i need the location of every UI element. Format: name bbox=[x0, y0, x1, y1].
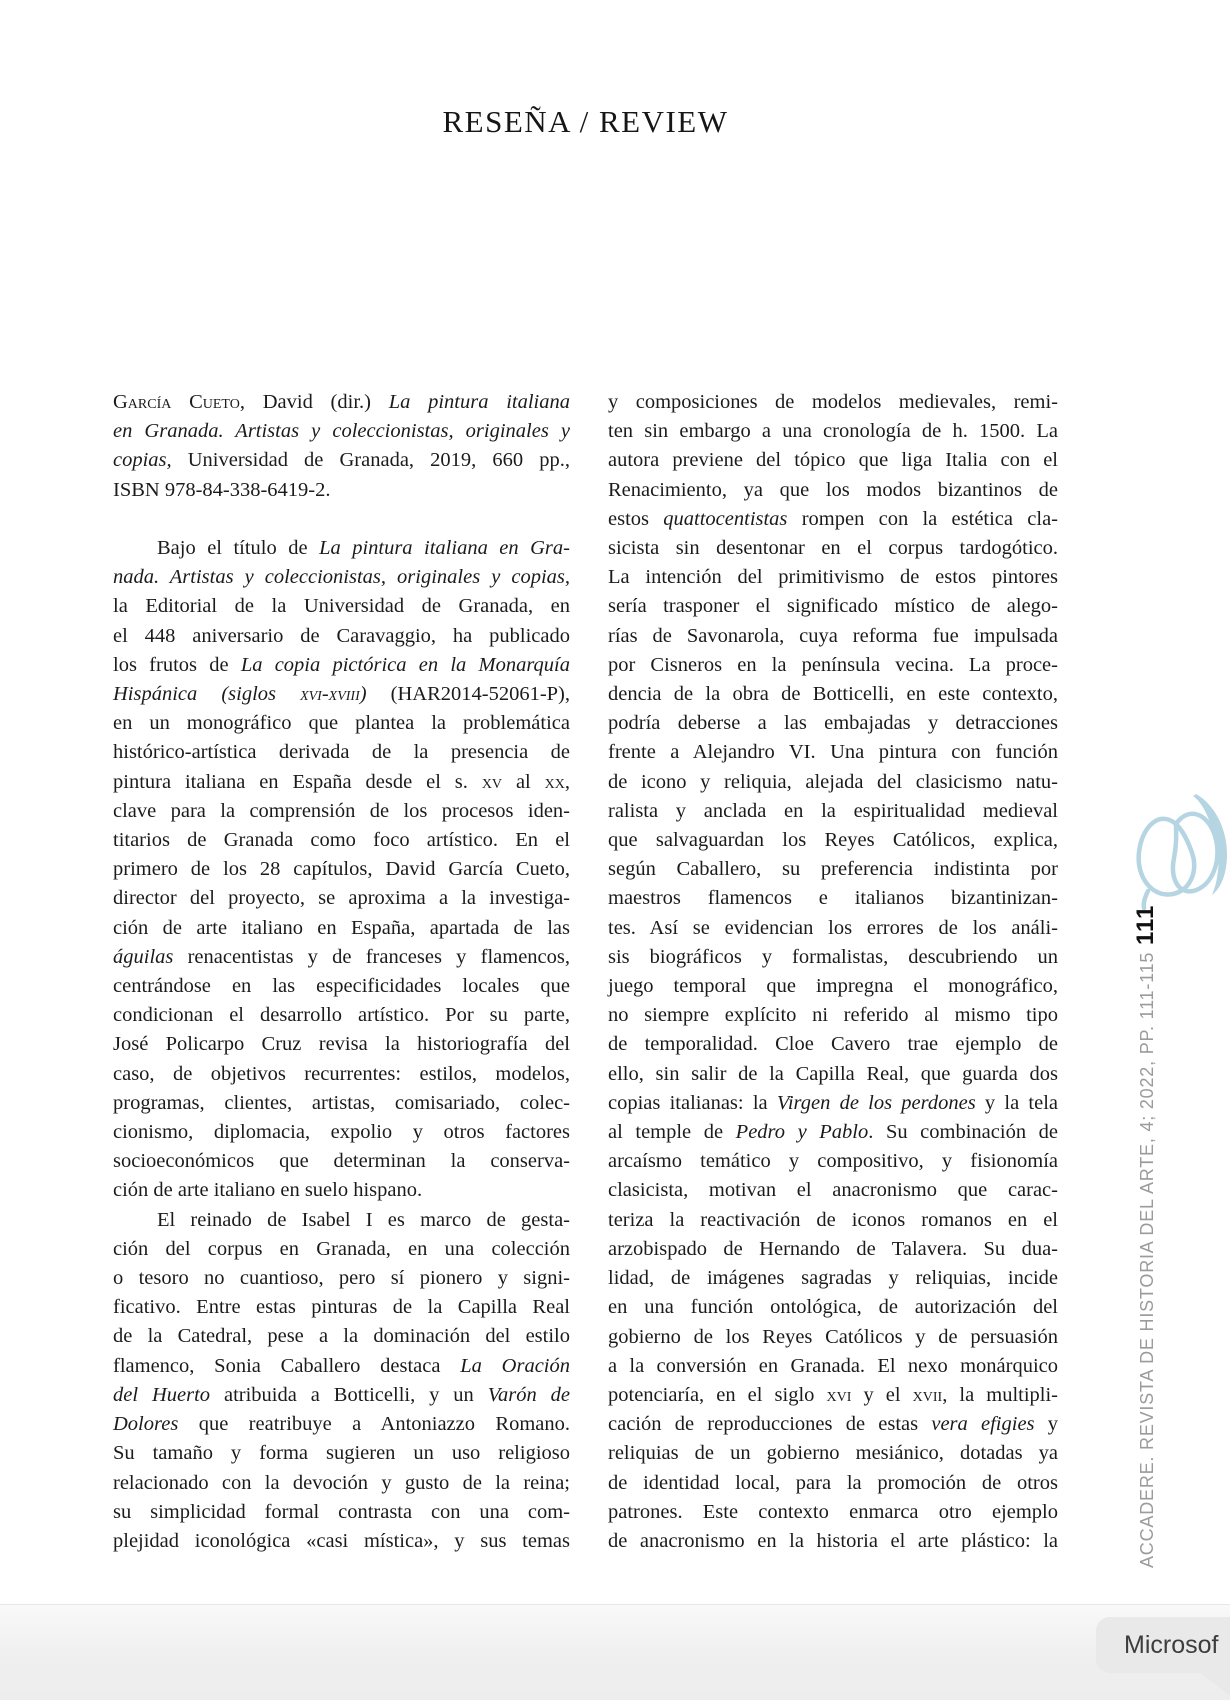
journal-sidebar-text: ACCADERE. REVISTA DE HISTORIA DEL ARTE, 4; 2022, PP. 111-115 bbox=[1137, 951, 1157, 1568]
text-line: histórico-artística derivada de la presencia de bbox=[113, 741, 570, 764]
text-line: Dolores que reatribuye a Antoniazzo Romano. bbox=[113, 1413, 570, 1436]
text-line: Bajo el título de La pintura italiana en Gra- bbox=[157, 537, 570, 559]
text-line: flamenco, Sonia Caballero destaca La Oración bbox=[113, 1354, 570, 1377]
text-line: ción del corpus en Granada, en una colección bbox=[113, 1237, 570, 1260]
text-line: García Cueto, David (dir.) La pintura italiana bbox=[113, 391, 570, 413]
text-line: podría deberse a las embajadas y detracciones bbox=[608, 712, 1058, 735]
text-line: Su tamaño y forma sugieren un uso religioso bbox=[113, 1442, 570, 1465]
text-line: el 448 aniversario de Caravaggio, ha publicado bbox=[113, 624, 570, 647]
text-line: ISBN 978-84-338-6419-2. bbox=[113, 478, 331, 501]
text-line: que salvaguardan los Reyes Católicos, explica, bbox=[608, 829, 1058, 852]
text-line: de temporalidad. Cloe Cavero trae ejemplo de bbox=[608, 1033, 1058, 1056]
text-line: no siempre explícito ni referido al mismo tipo bbox=[608, 1004, 1058, 1027]
text-line: Hispánica (siglos xvi-xviii) (HAR2014-52061-P), bbox=[113, 683, 570, 706]
text-line: frente a Alejandro VI. Una pintura con función bbox=[608, 741, 1058, 764]
text-line: cación de reproducciones de estas vera efigies y bbox=[608, 1413, 1058, 1436]
text-line: gobierno de los Reyes Católicos y de persuasión bbox=[608, 1325, 1058, 1348]
text-line: según Caballero, su preferencia indistinta por bbox=[608, 858, 1058, 881]
text-line: reliquias de un gobierno mesiánico, dotadas ya bbox=[608, 1442, 1058, 1465]
app-tooltip bbox=[1096, 1617, 1230, 1673]
paragraph bbox=[113, 1206, 570, 1556]
text-line: director del proyecto, se aproxima a la investiga- bbox=[113, 887, 570, 910]
text-line: titarios de Granada como foco artístico. En el bbox=[113, 829, 570, 852]
text-line: y composiciones de modelos medievales, remi- bbox=[608, 391, 1058, 413]
paragraph bbox=[113, 388, 570, 505]
app-tooltip-label: Microsof bbox=[1124, 1631, 1219, 1659]
text-line: pintura italiana en España desde el s. xv al xx, bbox=[113, 770, 570, 793]
text-line: autora previene del tópico que liga Italia con el bbox=[608, 449, 1058, 472]
text-line: ello, sin salir de la Capilla Real, que guarda dos bbox=[608, 1062, 1058, 1085]
text-line: clave para la comprensión de los procesos iden- bbox=[113, 799, 570, 822]
text-line: la Editorial de la Universidad de Granada, en bbox=[113, 595, 570, 618]
page-number: 111 bbox=[1132, 904, 1159, 945]
paragraph bbox=[113, 534, 570, 1206]
text-line: de icono y reliquia, alejada del clasicismo natu- bbox=[608, 770, 1058, 793]
text-line: cionismo, diplomacia, expolio y otros factores bbox=[113, 1121, 570, 1144]
text-line: caso, de objetivos recurrentes: estilos, modelos, bbox=[113, 1062, 570, 1085]
text-line: ción de arte italiano en España, apartada de las bbox=[113, 916, 570, 939]
text-line: águilas renacentistas y de franceses y flamencos, bbox=[113, 945, 570, 968]
text-line: ten sin embargo a una cronología de h. 1500. La bbox=[608, 420, 1058, 443]
text-line: relacionado con la devoción y gusto de la reina; bbox=[113, 1471, 570, 1494]
article-right-column bbox=[608, 388, 1058, 1556]
text-line: los frutos de La copia pictórica en la Monarquía bbox=[113, 653, 570, 676]
text-line: programas, clientes, artistas, comisariado, colec- bbox=[113, 1091, 570, 1114]
text-line: de anacronismo en la historia el arte plástico: la bbox=[608, 1529, 1058, 1552]
text-line: rías de Savonarola, cuya reforma fue impulsada bbox=[608, 624, 1058, 647]
text-line: lidad, de imágenes sagradas y reliquias, incide bbox=[608, 1267, 1058, 1290]
text-line: o tesoro no cuantioso, pero sí pionero y signi- bbox=[113, 1267, 570, 1290]
text-line: en un monográfico que plantea la problemática bbox=[113, 712, 570, 735]
page-bottom-edge bbox=[0, 1604, 1230, 1700]
article-body bbox=[113, 388, 1058, 1556]
text-line: a la conversión en Granada. El nexo monárquico bbox=[608, 1354, 1058, 1377]
text-line: copias, Universidad de Granada, 2019, 660 pp., bbox=[113, 449, 570, 472]
text-line: arzobispado de Hernando de Talavera. Su dua- bbox=[608, 1237, 1058, 1260]
text-line: maestros flamencos e italianos bizantinizan- bbox=[608, 887, 1058, 910]
text-line: Renacimiento, ya que los modos bizantinos de bbox=[608, 478, 1058, 501]
text-line: socioeconómicos que determinan la conserva- bbox=[113, 1150, 570, 1173]
paragraph bbox=[608, 388, 1058, 1556]
text-line: teriza la reactivación de iconos romanos en el bbox=[608, 1208, 1058, 1231]
text-line: juego temporal que impregna el monográfico, bbox=[608, 975, 1058, 998]
text-line: ficativo. Entre estas pinturas de la Capilla Real bbox=[113, 1296, 570, 1319]
text-line: centrándose en las especificidades locales que bbox=[113, 975, 570, 998]
text-line: clasicista, motivan el anacronismo que carac- bbox=[608, 1179, 1058, 1202]
text-line: sicista sin desentonar en el corpus tardogótico. bbox=[608, 537, 1058, 560]
text-line: El reinado de Isabel I es marco de gesta- bbox=[157, 1208, 570, 1231]
text-line: dencia de la obra de Botticelli, en este contexto, bbox=[608, 683, 1058, 706]
text-line: plejidad iconológica «casi mística», y sus temas bbox=[113, 1529, 570, 1552]
text-line: La intención del primitivismo de estos pintores bbox=[608, 566, 1058, 589]
text-line: de identidad local, para la promoción de otros bbox=[608, 1471, 1058, 1494]
article-left-column bbox=[113, 388, 570, 1556]
text-line: arcaísmo temático y compositivo, y fisionomía bbox=[608, 1150, 1058, 1173]
text-line: copias italianas: la Virgen de los perdones y la tela bbox=[608, 1091, 1058, 1114]
text-line: sería trasponer el significado místico de alego- bbox=[608, 595, 1058, 618]
text-line: por Cisneros en la península vecina. La proce- bbox=[608, 653, 1058, 676]
text-line: al temple de Pedro y Pablo. Su combinación de bbox=[608, 1121, 1058, 1144]
text-line: patrones. Este contexto enmarca otro ejemplo bbox=[608, 1500, 1058, 1523]
text-line: José Policarpo Cruz revisa la historiografía del bbox=[113, 1033, 570, 1056]
page-title: RESEÑA / REVIEW bbox=[442, 104, 729, 139]
text-line: ción de arte italiano en suelo hispano. bbox=[113, 1179, 423, 1202]
text-line: estos quattocentistas rompen con la estética cla- bbox=[608, 507, 1058, 530]
text-line: potenciaría, en el siglo xvi y el xvii, la multipli- bbox=[608, 1383, 1058, 1406]
journal-ornament-icon bbox=[1130, 790, 1230, 910]
text-line: primero de los 28 capítulos, David García Cueto, bbox=[113, 858, 570, 881]
text-line: de la Catedral, pese a la dominación del estilo bbox=[113, 1325, 570, 1348]
text-line: nada. Artistas y coleccionistas, originales y copias, bbox=[113, 566, 570, 589]
text-line: sis biográficos y formalistas, descubriendo un bbox=[608, 945, 1058, 968]
text-line: su simplicidad formal contrasta con una com- bbox=[113, 1500, 570, 1523]
text-line: en una función ontológica, de autorización del bbox=[608, 1296, 1058, 1319]
text-line: condicionan el desarrollo artístico. Por su parte, bbox=[113, 1004, 570, 1027]
text-line: del Huerto atribuida a Botticelli, y un Varón de bbox=[113, 1383, 570, 1406]
text-line: tes. Así se evidencian los errores de los análi- bbox=[608, 916, 1058, 939]
text-line: ralista y anclada en la espiritualidad medieval bbox=[608, 799, 1058, 822]
text-line: en Granada. Artistas y coleccionistas, originales y bbox=[113, 420, 570, 443]
